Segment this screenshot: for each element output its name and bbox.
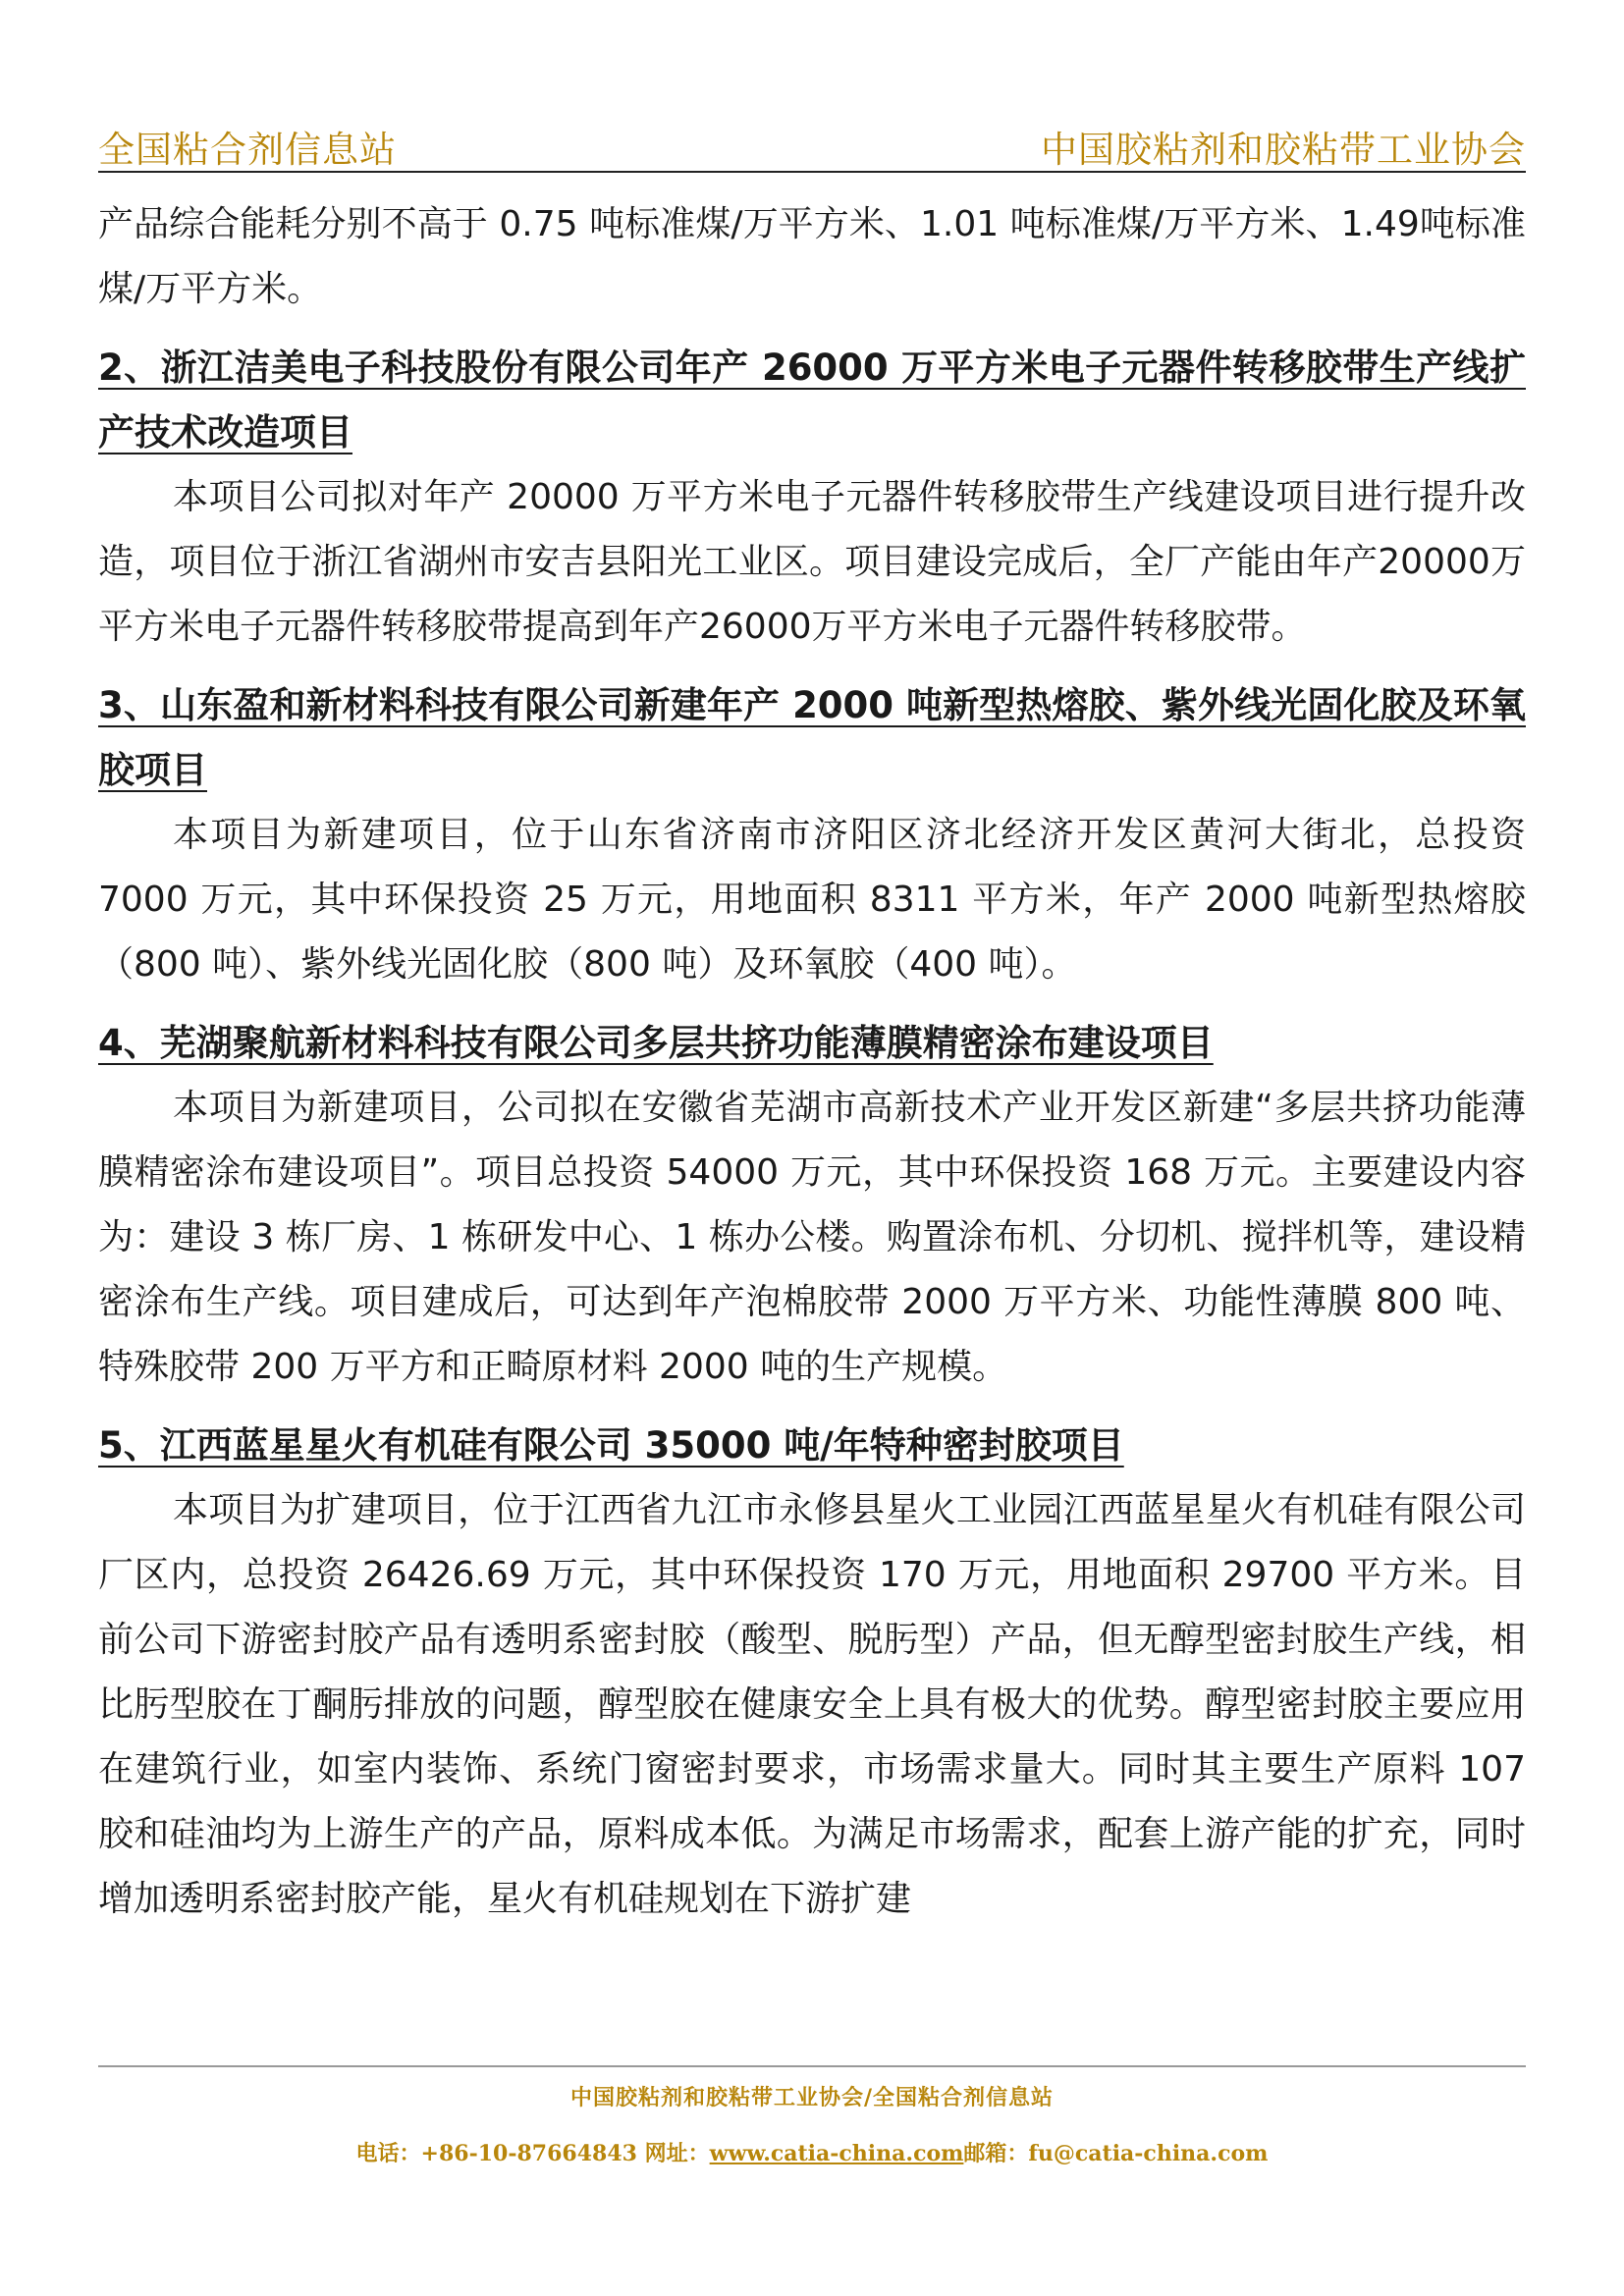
header-association-name: 中国胶粘剂和胶粘带工业协会 [1041,129,1526,171]
intro-paragraph: 产品综合能耗分别不高于 0.75 吨标准煤/万平方米、1.01 吨标准煤/万平方米、1.49吨标准煤/万平方米。 [98,204,1526,309]
footer-phone: 电话：+86-10-87664843 网址： [355,2141,710,2166]
footer-email: 邮箱：fu@catia-china.com [963,2141,1269,2166]
section-heading-2: 2、浙江洁美电子科技股份有限公司年产 26000 万平方米电子元器件转移胶带生产线扩产技术改造项目 [98,347,1526,454]
section-heading-4: 4、芜湖聚航新材料科技有限公司多层共挤功能薄膜精密涂布建设项目 [98,1022,1214,1064]
footer-contact [98,2137,1526,2167]
section-body-4: 本项目为新建项目，公司拟在安徽省芜湖市高新技术产业开发区新建“多层共挤功能薄膜精密涂布建设项目”。项目总投资 54000 万元，其中环保投资 168 万元。主要建设内容为：建设 3 栋厂房、1 栋研发中心、1 栋办公楼。购置涂布机、分切机、搅拌机等，建设精密涂布生产线。项目建成后，可达到年产泡棉胶带 2000 万平方米、功能性薄膜 800 吨、特殊胶带 200 万平方和正畸原材料 2000 吨的生产规模。 [98,1088,1526,1387]
section-heading-3: 3、山东盈和新材料科技有限公司新建年产 2000 吨新型热熔胶、紫外线光固化胶及环氧胶项目 [98,684,1526,791]
footer-title: 中国胶粘剂和胶粘带工业协会/全国粘合剂信息站 [569,2085,1055,2110]
section-heading-5: 5、江西蓝星星火有机硅有限公司 35000 吨/年特种密封胶项目 [98,1424,1124,1467]
footer-website-link[interactable]: www.catia-china.com [709,2141,964,2166]
section-body-5: 本项目为扩建项目，位于江西省九江市永修县星火工业园江西蓝星星火有机硅有限公司厂区内，总投资 26426.69 万元，其中环保投资 170 万元，用地面积 29700 平方米。目前公司下游密封胶产品有透明系密封胶（酸型、脱肟型）产品，但无醇型密封胶生产线，相比肟型胶在丁酮肟排放的问题，醇型胶在健康安全上具有极大的优势。醇型密封胶主要应用在建筑行业，如室内装饰、系统门窗密封要求，市场需求量大。同时其主要生产原料 107 胶和硅油均为上游生产的产品，原料成本低。为满足市场需求，配套上游产能的扩充，同时增加透明系密封胶产能，星火有机硅规划在下游扩建 [98,1490,1526,1919]
page-footer [98,2065,1526,2167]
header-site-name: 全国粘合剂信息站 [98,129,397,171]
section-body-3: 本项目为新建项目，位于山东省济南市济阳区济北经济开发区黄河大街北，总投资 7000 万元，其中环保投资 25 万元，用地面积 8311 平方米，年产 2000 吨新型热熔胶（800 吨）、紫外线光固化胶（800 吨）及环氧胶（400 吨）。 [98,815,1526,985]
section-body-2: 本项目公司拟对年产 20000 万平方米电子元器件转移胶带生产线建设项目进行提升改造，项目位于浙江省湖州市安吉县阳光工业区。项目建设完成后，全厂产能由年产20000万平方米电子元器件转移胶带提高到年产26000万平方米电子元器件转移胶带。 [98,477,1526,647]
document-body [98,192,1526,1932]
page-header [98,110,1526,173]
